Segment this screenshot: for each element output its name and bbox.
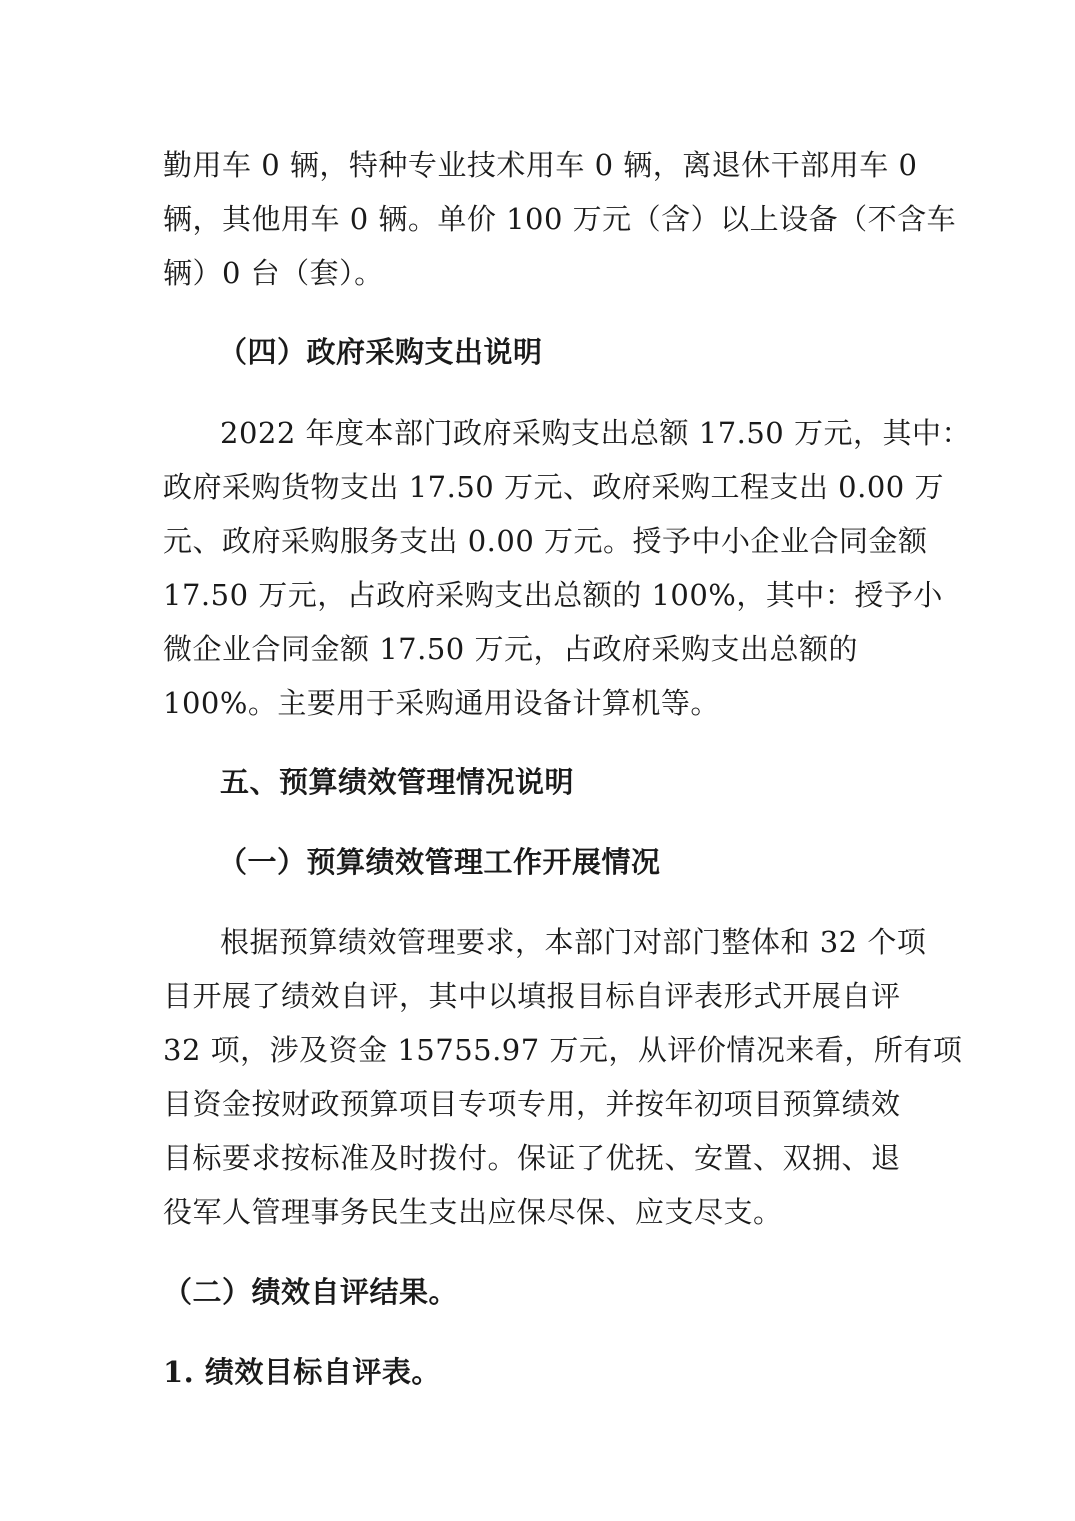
paragraph-work-line-2: 目开展了绩效自评，其中以填报目标自评表形式开展自评: [163, 979, 901, 1013]
paragraph-procurement-line-3: 元、政府采购服务支出 0.00 万元。授予中小企业合同金额: [163, 524, 928, 558]
paragraph-work-line-3: 32 项，涉及资金 15755.97 万元，从评价情况来看，所有项: [163, 1033, 963, 1067]
paragraph-work-line-1: 根据预算绩效管理要求，本部门对部门整体和 32 个项: [220, 925, 927, 959]
heading-section-5: 五、预算绩效管理情况说明: [220, 765, 575, 799]
heading-self-evaluation-results: （二）绩效自评结果。: [163, 1275, 459, 1309]
paragraph-procurement-line-5: 微企业合同金额 17.50 万元，占政府采购支出总额的: [163, 632, 858, 666]
heading-work-status: （一）预算绩效管理工作开展情况: [218, 845, 661, 879]
paragraph-vehicles-line-2: 辆，其他用车 0 辆。单价 100 万元（含）以上设备（不含车: [163, 202, 957, 236]
paragraph-vehicles-line-1: 勤用车 0 辆，特种专业技术用车 0 辆，离退休干部用车 0: [163, 148, 918, 182]
heading-target-self-evaluation-table: 1. 绩效目标自评表。: [163, 1355, 441, 1389]
paragraph-procurement-line-6: 100%。主要用于采购通用设备计算机等。: [163, 686, 720, 720]
paragraph-work-line-6: 役军人管理事务民生支出应保尽保、应支尽支。: [163, 1195, 783, 1229]
paragraph-work-line-5: 目标要求按标准及时拨付。保证了优抚、安置、双拥、退: [163, 1141, 901, 1175]
paragraph-procurement-line-4: 17.50 万元，占政府采购支出总额的 100%，其中：授予小: [163, 578, 943, 612]
paragraph-vehicles-line-3: 辆）0 台（套）。: [163, 256, 384, 290]
paragraph-work-line-4: 目资金按财政预算项目专项专用，并按年初项目预算绩效: [163, 1087, 901, 1121]
paragraph-procurement-line-2: 政府采购货物支出 17.50 万元、政府采购工程支出 0.00 万: [163, 470, 944, 504]
paragraph-procurement-line-1: 2022 年度本部门政府采购支出总额 17.50 万元，其中：: [220, 416, 971, 450]
heading-procurement: （四）政府采购支出说明: [218, 335, 543, 369]
